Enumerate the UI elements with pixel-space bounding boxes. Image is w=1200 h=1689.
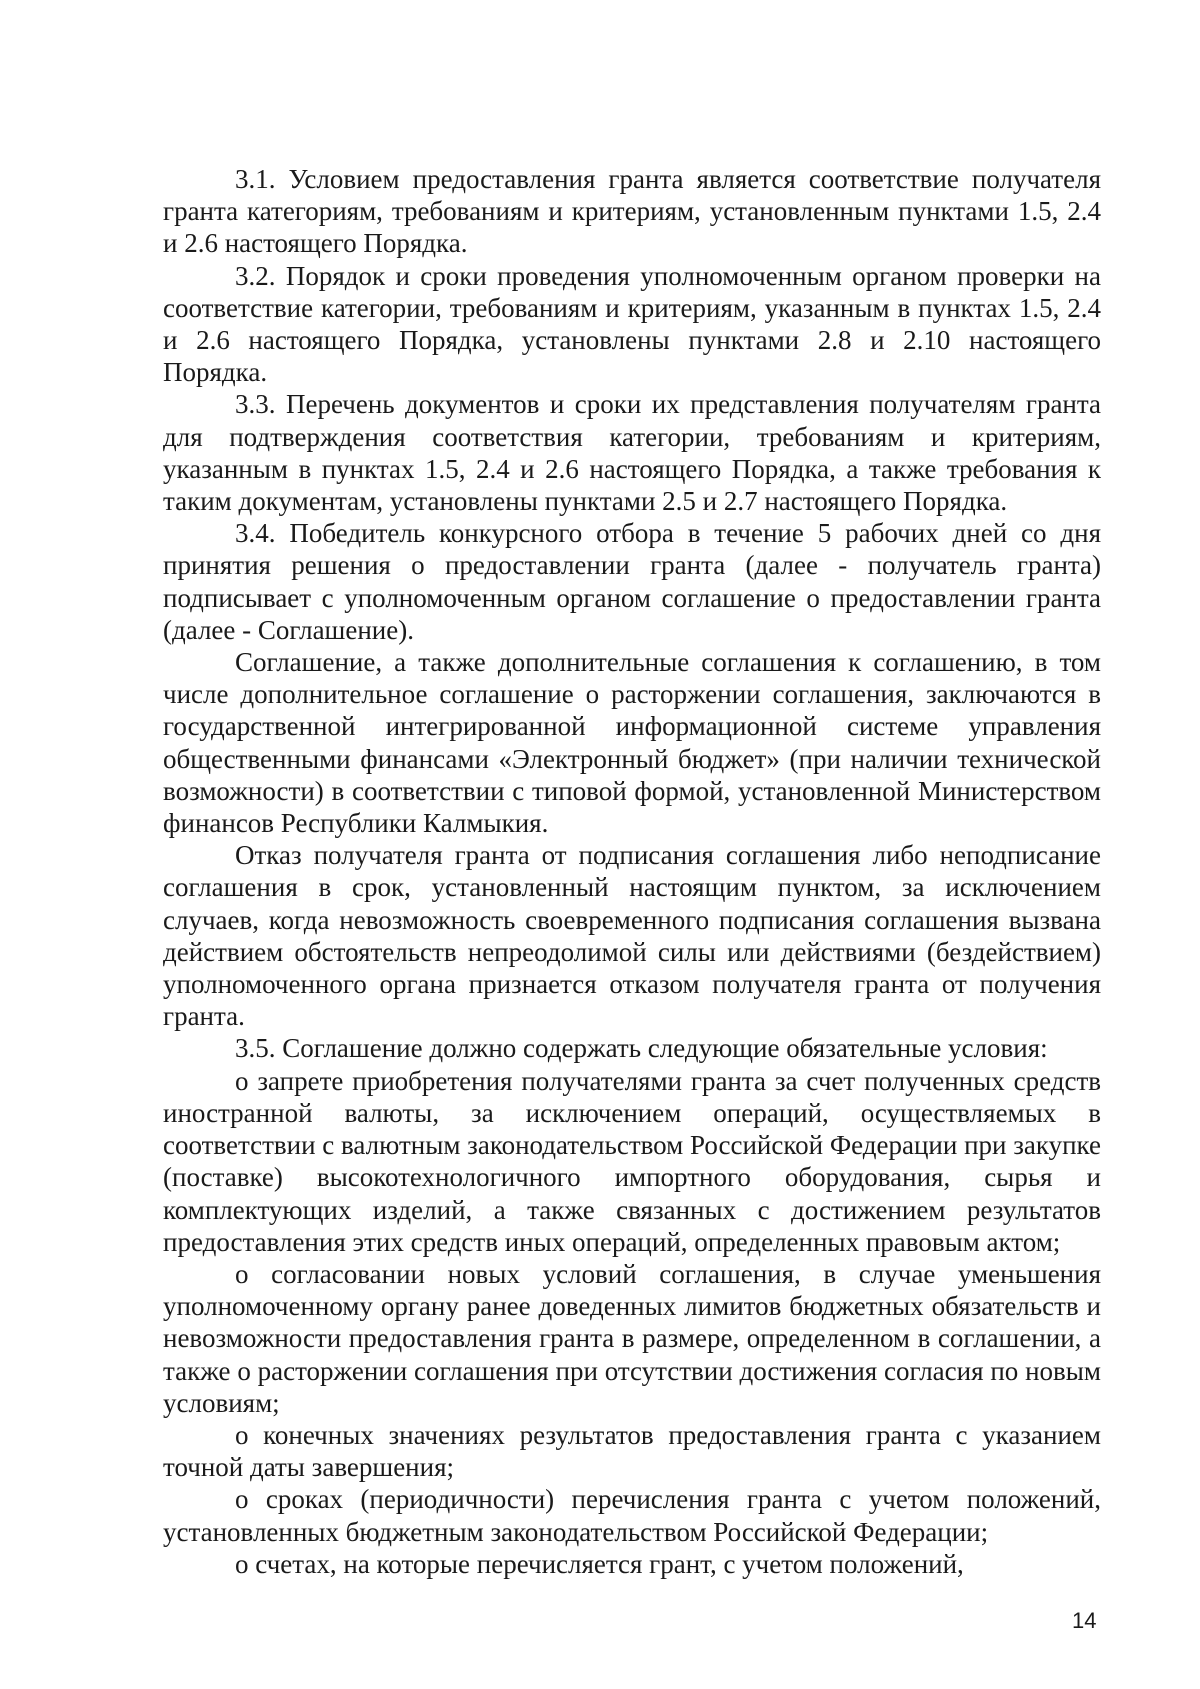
condition-accounts: о счетах, на которые перечисляется грант, с учетом положений, [235,1548,964,1579]
paragraph-3-3: 3.3. Перечень документов и сроки их представления получателям гранта для подтверждения соответствия категории, требованиям и критериям, указанным в пунктах 1.5, 2.4 и 2.6 настоящего Порядка, а также требования к таким документам, установлены пунктами 2.5 и 2.7 настоящего Порядка. [163,389,1101,517]
paragraph-3-1: 3.1. Условием предоставления гранта является соответствие получателя гранта категориям, требованиям и критериям, установленным пунктами 1.5, 2.4 и 2.6 настоящего Порядка. [163,164,1101,259]
paragraph-refusal: Отказ получателя гранта от подписания соглашения либо неподписание соглашения в срок, установленный настоящим пунктом, за исключением случаев, когда невозможность своевременного подписания соглашения вызвана действием обстоятельств непреодолимой силы или действиями (бездействием) уполномоченного органа признается отказом получателя гранта от получения гранта. [163,840,1101,1032]
paragraph-agreement-system: Соглашение, а также дополнительные соглашения к соглашению, в том числе дополнительное соглашение о расторжении соглашения, заключаются в государственной интегрированной информационной системе управления общественными финансами «Электронный бюджет» (при наличии технической возможности) в соответствии с типовой формой, установленной Министерством финансов Республики Калмыкия. [163,647,1101,839]
condition-final-results: о конечных значениях результатов предоставления гранта с указанием точной даты завершения; [163,1419,1101,1483]
condition-new-terms: о согласовании новых условий соглашения, в случае уменьшения уполномоченному органу ранее доведенных лимитов бюджетных обязательств и невозможности предоставления гранта в размере, определенном в соглашении, а также о расторжении соглашения при отсутствии достижения согласия по новым условиям; [163,1258,1101,1418]
paragraph-3-5: 3.5. Соглашение должно содержать следующие обязательные условия: [235,1033,1048,1064]
condition-currency-ban: о запрете приобретения получателями гранта за счет полученных средств иностранной валюты, за исключением операций, осуществляемых в соответствии с валютным законодательством Российской Федерации при закупке (поставке) высокотехнологичного импортного оборудования, сырья и комплектующих изделий, а также связанных с достижением результатов предоставления этих средств иных операций, определенных правовым актом; [163,1065,1101,1257]
paragraph-3-4: 3.4. Победитель конкурсного отбора в течение 5 рабочих дней со дня принятия решения о предоставлении гранта (далее - получатель гранта) подписывает с уполномоченным органом соглашение о предоставлении гранта (далее - Соглашение). [163,518,1101,645]
page-number: 14 [1072,1608,1097,1633]
condition-transfer-timing: о сроках (периодичности) перечисления гранта с учетом положений, установленных бюджетным законодательством Российской Федерации; [163,1484,1101,1547]
paragraph-3-2: 3.2. Порядок и сроки проведения уполномоченным органом проверки на соответствие категории, требованиям и критериям, указанным в пунктах 1.5, 2.4 и 2.6 настоящего Порядка, установлены пунктами 2.8 и 2.10 настоящего Порядка. [163,260,1101,388]
document-body [163,163,1101,1580]
